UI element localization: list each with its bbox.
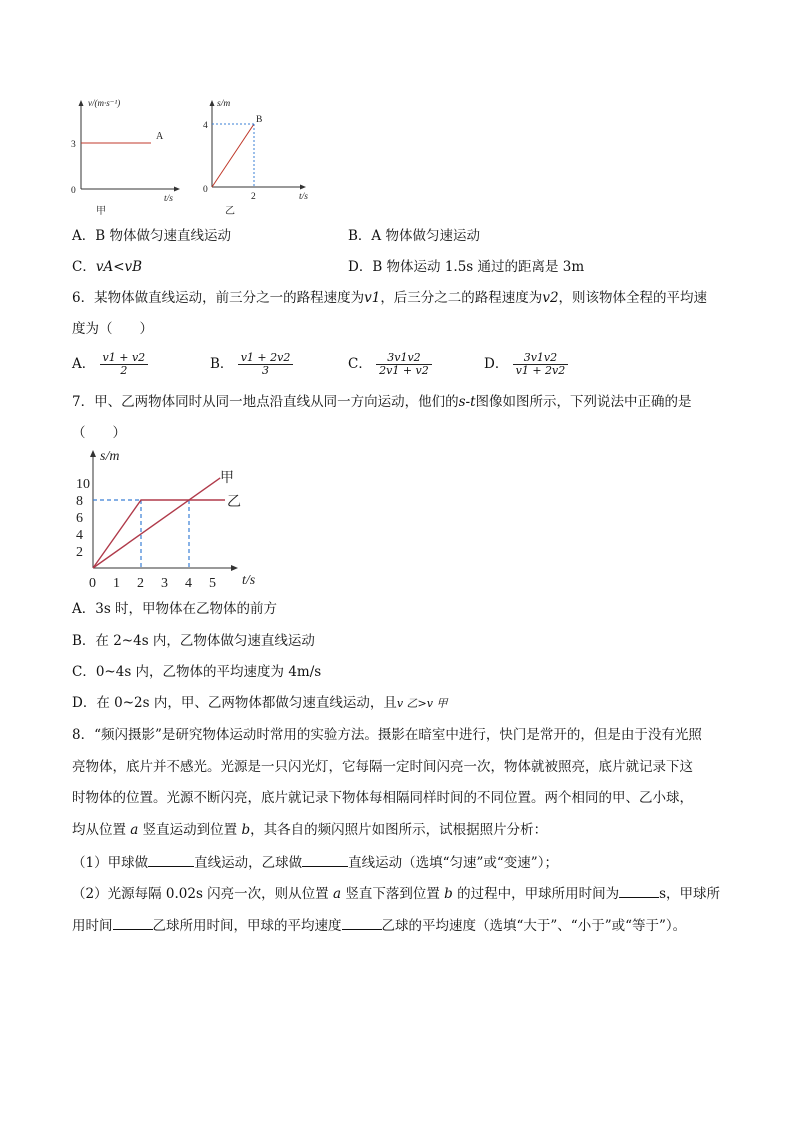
q8-part3: [72, 916, 686, 935]
q7-x-tick-1: 1: [113, 576, 120, 591]
q7-jia-label: 甲: [220, 471, 234, 486]
q6-option-b-fraction: [238, 352, 294, 377]
q7-option-d-expr: v 乙>v 甲: [396, 697, 448, 710]
q7-option-d[interactable]: [72, 694, 447, 713]
q7-x-arrow: [231, 565, 238, 571]
q6-option-a-fraction: [100, 352, 149, 377]
q7-stem-part2: 图像如图所示，下列说法中正确的是: [475, 394, 692, 410]
q6-option-b[interactable]: [210, 352, 293, 382]
q8-line2: 亮物体，底片并不感光。光源是一只闪光灯，它每隔一定时间闪亮一次，物体就被照亮，底片就记录下这: [72, 759, 693, 775]
q8-line4-part3: ，其各自的频闪照片如图所示，试根据照片分析：: [250, 822, 548, 838]
q8-part3-text1: 用时间: [72, 918, 113, 934]
q7-st: s-t: [458, 394, 476, 410]
q8-position-a: a: [130, 822, 139, 838]
q7-yi-label: 乙: [227, 495, 241, 510]
q7-x-tick-5: 5: [209, 576, 216, 591]
q7-chart: [72, 444, 272, 592]
q5-option-d[interactable]: D．B 物体运动 1.5s 通过的距离是 3m: [348, 259, 585, 275]
yi-line-B: [212, 124, 254, 187]
q8-blank-1[interactable]: [148, 853, 194, 867]
q7-x-tick-4: 4: [185, 576, 192, 591]
yi-origin: 0: [203, 185, 208, 195]
q8-part3-text3: 乙球的平均速度（选填“大于”、“小于”或“等于”）。: [381, 918, 687, 934]
jia-caption: 甲: [96, 206, 106, 217]
jia-label-A: A: [156, 131, 164, 142]
yi-y-arrow: [210, 100, 215, 106]
q6-option-d[interactable]: [484, 352, 568, 382]
yi-y-label: s/m: [217, 99, 231, 109]
q7-y-tick-8: 8: [76, 494, 83, 509]
yi-x-label: t/s: [299, 192, 308, 202]
q7-stem: [72, 393, 692, 411]
q7-y-tick-2: 2: [76, 545, 83, 560]
q7-option-b[interactable]: B．在 2~4s 内，乙物体做匀速直线运动: [72, 633, 315, 649]
yi-caption: 乙: [225, 206, 235, 217]
q8-part1-text2: 直线运动，乙球做: [194, 855, 303, 871]
q8-blank-4[interactable]: [113, 916, 153, 930]
q6-option-d-num: 3v1v2: [523, 351, 558, 364]
q7-x-tick-3: 3: [161, 576, 168, 591]
q6-option-b-label: B．: [210, 356, 234, 372]
q8-line4-part1: 均从位置: [72, 822, 126, 838]
yi-point-B: B: [256, 115, 263, 125]
jia-y-tick: 3: [71, 140, 76, 150]
q7-y-tick-4: 4: [76, 528, 83, 543]
q7-option-d-text: D．在 0~2s 内，甲、乙两物体都做匀速直线运动，且: [72, 695, 397, 711]
q8-part2-text3: 的过程中，甲球所用时间为: [457, 886, 620, 902]
q8-part2-b: b: [444, 886, 453, 902]
q6-option-b-num: v1 + 2v2: [240, 351, 291, 364]
q6-stem-line2: 度为（ ）: [72, 321, 153, 337]
yi-y-tick: 4: [203, 121, 208, 131]
q6-option-a[interactable]: [72, 352, 148, 382]
q7-stem-part1: 7．甲、乙两物体同时从同一地点沿直线从同一方向运动，他们的: [72, 394, 459, 410]
q7-y-tick-10: 10: [76, 477, 90, 492]
q8-position-b: b: [241, 822, 251, 838]
q8-part2-text2: 竖直下落到位置: [345, 886, 440, 902]
q8-part2-a: a: [332, 886, 342, 902]
q8-blank-5[interactable]: [342, 916, 382, 930]
q7-stem-line2: （ ）: [72, 425, 126, 441]
q6-v1: v1: [364, 290, 381, 306]
q6-option-c-label: C．: [348, 356, 372, 372]
jia-origin: 0: [71, 186, 76, 196]
yi-x-arrow: [300, 185, 306, 190]
jia-x-label: t/s: [164, 194, 173, 204]
figure-jia: [60, 92, 185, 222]
q7-option-c[interactable]: C．0~4s 内，乙物体的平均速度为 4m/s: [72, 664, 322, 680]
q6-v2: v2: [542, 290, 559, 306]
q7-y-label: s/m: [100, 449, 120, 464]
q8-line3: 时物体的位置。光源不断闪亮，底片就记录下物体每相隔同样时间的不同位置。两个相同的甲、乙小球，: [72, 790, 693, 806]
q6-option-c-fraction: [376, 352, 432, 377]
q7-option-a[interactable]: A．3s 时，甲物体在乙物体的前方: [72, 601, 278, 617]
q6-stem: [72, 289, 707, 307]
q5-option-b[interactable]: B．A 物体做匀速运动: [348, 228, 480, 244]
figure-yi: [195, 92, 325, 222]
q5-option-c-label: C．: [72, 259, 96, 275]
q5-option-c-expr: vA<vB: [95, 259, 143, 275]
q6-option-d-fraction: [513, 352, 569, 377]
q5-option-a[interactable]: A．B 物体做匀速直线运动: [72, 228, 231, 244]
q8-part2-text1: （2）光源每隔 0.02s 闪亮一次，则从位置: [72, 886, 329, 902]
jia-y-arrow: [79, 100, 84, 106]
q7-x-label: t/s: [242, 573, 256, 588]
q8-line1: 8．“频闪摄影”是研究物体运动时常用的实验方法。摄影在暗室中进行，快门是常开的，但是由于没有光照: [72, 727, 702, 743]
q6-option-c-den: 2v1 + v2: [376, 364, 432, 377]
q8-part1: [72, 853, 558, 872]
q7-x-tick-2: 2: [137, 576, 144, 591]
q6-option-d-label: D．: [484, 356, 509, 372]
q8-part3-text2: 乙球所用时间，甲球的平均速度: [152, 918, 342, 934]
q6-option-c-num: 3v1v2: [387, 351, 421, 364]
q6-option-a-den: 2: [100, 364, 149, 377]
q6-option-b-den: 3: [238, 364, 294, 377]
q8-part2: [72, 884, 720, 903]
q8-part2-text4: s，甲球所: [659, 886, 721, 902]
q8-part1-text1: （1）甲球做: [72, 855, 149, 871]
q8-line4: [72, 821, 547, 839]
q6-stem-part1: 6．某物体做直线运动，前三分之一的路程速度为: [72, 290, 365, 306]
q7-x-tick-0: 0: [89, 576, 96, 591]
jia-x-arrow: [174, 187, 180, 192]
q6-stem-part2: ，后三分之二的路程速度为: [380, 290, 543, 306]
q6-option-a-num: v1 + v2: [102, 351, 146, 364]
q7-series-yi: [93, 500, 225, 568]
q8-line4-part2: 竖直运动到位置: [142, 822, 238, 838]
yi-x-tick: 2: [251, 192, 256, 202]
q6-option-c[interactable]: [348, 352, 432, 382]
q6-stem-part3: ，则该物体全程的平均速: [558, 290, 708, 306]
q5-option-c[interactable]: [72, 258, 142, 276]
q7-y-tick-6: 6: [76, 511, 83, 526]
q7-y-arrow: [90, 450, 96, 457]
q8-part1-text3: 直线运动（选填“匀速”或“变速”）；: [348, 855, 558, 871]
q6-option-d-den: v1 + 2v2: [513, 364, 569, 377]
q6-option-a-label: A．: [72, 356, 96, 372]
q8-blank-2[interactable]: [302, 853, 348, 867]
q8-blank-3[interactable]: [619, 884, 659, 898]
q7-series-jia: [93, 478, 220, 568]
jia-y-label: v/(m·s⁻¹): [88, 98, 121, 108]
